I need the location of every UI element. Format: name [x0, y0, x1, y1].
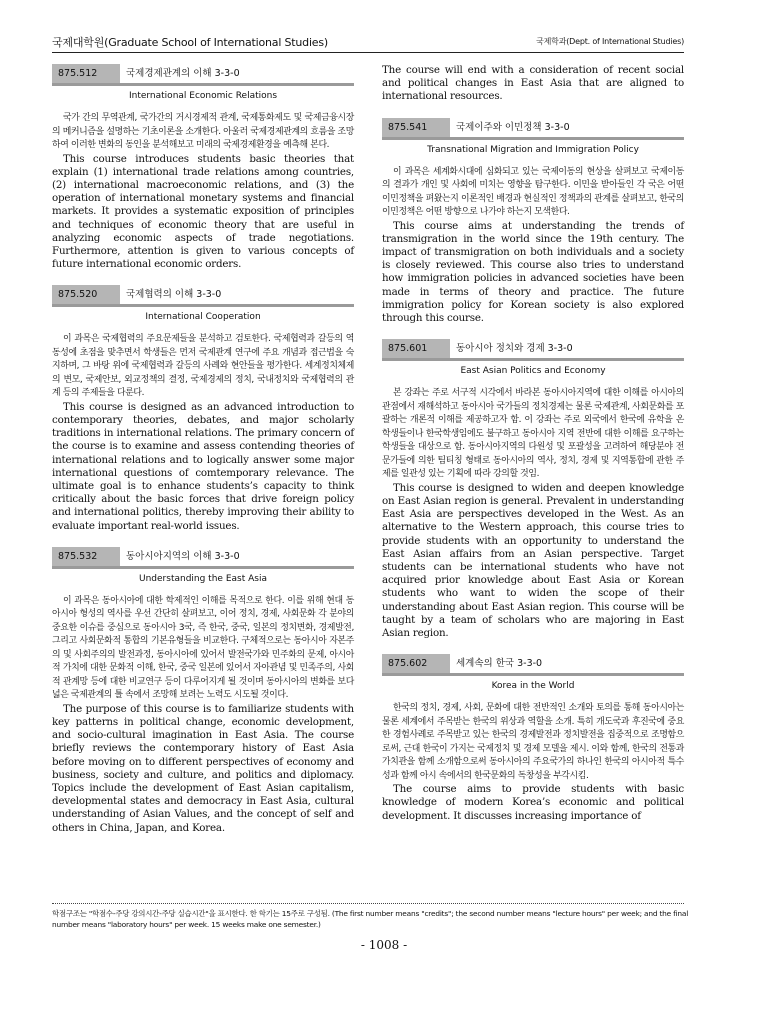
course-875-541	[382, 118, 684, 326]
course-code: 875.512	[52, 64, 120, 83]
right-column	[382, 64, 684, 837]
course-english-description: This course introduces students basic theories that explain (1) international trade relations among countries, (2) international macroeconomic relations, and (3) the operation of international monetary systems and financial markets. It provides a systematic exposition of principles and techniques of economic theory that are useful in analyzing economic aspects of trade negotiations. Furthermore, attention is given to various concepts of future international economic orders.	[52, 152, 354, 271]
course-heading-bar	[382, 118, 684, 137]
footnote-rule	[52, 903, 684, 904]
course-heading-underline	[52, 304, 354, 307]
course-english-title: International Economic Relations	[128, 91, 278, 101]
course-title: 국제경제관계의 이해 3-3-0	[126, 68, 240, 79]
course-english-title: Understanding the East Asia	[139, 573, 267, 584]
header-rule	[52, 52, 684, 53]
header-school-title: 국제대학원(Graduate School of International Studies)	[52, 36, 328, 49]
course-code: 875.541	[382, 118, 450, 137]
course-english-description: This course is designed as an advanced introduction to contemporary theories, debates, and major scholarly traditions in international relations. The primary concern of the course is to examine and assess contending theories of international relations and to logically answer some major international questions of comtemporary relevance. The ultimate goal is to enhance students’s capacity to think critically about the basic forces that drive foreign policy and international politics, thereby improving their ability to evaluate important real-world issues.	[52, 400, 354, 532]
course-875-520	[52, 285, 354, 533]
course-code: 875.601	[382, 339, 450, 358]
course-title: 국제이주와 이민정책 3-3-0	[456, 121, 570, 133]
course-english-title: Korea in the World	[491, 681, 575, 692]
left-column	[52, 64, 354, 849]
page-number: - 1008 -	[360, 938, 408, 952]
course-korean-description: 이 과목은 세계화시대에 심화되고 있는 국제이동의 현상을 살펴보고 국제이동의 결과가 개인 및 사회에 미치는 영향을 탐구한다. 이민을 받아들인 각 국은 어떤 이민정책을 펴왔는지 이론적인 배경과 현실적인 정책과의 관계를 살펴보고, 한국의 이민정책은 어떤 방향으로 나가야 하는지 모색한다.	[382, 166, 684, 218]
course-heading-underline	[52, 83, 354, 86]
course-english-title: International Cooperation	[145, 312, 261, 323]
course-code: 875.602	[382, 654, 450, 673]
course-code: 875.520	[52, 285, 120, 304]
course-heading-underline	[382, 358, 684, 361]
course-heading-bar	[52, 547, 354, 566]
course-korean-description: 한국의 정치, 경제, 사회, 문화에 대한 전반적인 소개와 토의를 통해 동아시아는 물론 세계에서 주목받는 한국의 위상과 역할을 소개. 특히 개도국과 후진국에 중요한 경험사례로 주목받고 있는 한국의 경제발전과 정치발전을 집중적으로 조명함으로써, 근대 한국이 가지는 국제정치 및 경제 모델을 제시. 이와 함께, 한국의 전통과 가치관을 함께 소개함으로써 동아시아의 주요국가의 하나인 한국의 아시아적 특수성과 함께 아시 속에서의 한국문화의 독창성을 부각시킴.	[382, 703, 684, 781]
course-korean-description: 국가 간의 무역관계, 국가간의 거시경제적 관계, 국제통화제도 및 국제금융시장의 메커니즘을 설명하는 기초이론을 소개한다. 아울러 국제경제관계의 흐름을 조망하여 이러한 변화의 동인을 분석해보고 미래의 국제경제환경을 예측해 본다.	[52, 113, 354, 150]
course-english-description: This course is designed to widen and deepen knowledge on East Asian region is general. Prevalent in understanding East Asia are perspectives developed in the West. As an alternative to the Western approach, this course tries to provide students with an opportunity to understand the East Asian affairs from an Asian perspective. Target students can be international students who have not acquired prior knowledge about East Asia or Korean students who want to widen the scope of their understanding about East Asian region. This course will be taught by a team of scholars who are majoring in East Asian region.	[382, 481, 684, 639]
course-code: 875.532	[52, 547, 120, 566]
course-875-601	[382, 339, 684, 640]
course-title: 동아시아 정치와 경제 3-3-0	[456, 343, 573, 355]
course-heading-bar	[52, 285, 354, 304]
course-title: 세계속의 한국 3-3-0	[456, 658, 543, 670]
course-title: 동아시아지역의 이해 3-3-0	[126, 550, 240, 562]
page-header	[0, 0, 768, 56]
course-english-title: East Asian Politics and Economy	[460, 366, 606, 377]
course-875-532	[52, 547, 354, 835]
course-heading-underline	[382, 673, 684, 676]
course-english-description: The purpose of this course is to familiarize students with key patterns in political change, economic development, and socio-cultural imagination in East Asia. The course briefly reviews the contemporary history of East Asia before moving on to different perspectives of economy and business, society and culture, and politics and diplomacy. Topics include the development of East Asian capitalism, developmental states and democracy in East Asia, cultural understanding of Asian Values, and the concept of self and others in China, Japan, and Korea.	[52, 702, 354, 834]
course-korean-description: 이 과목은 국제협력의 주요문제들을 분석하고 검토한다. 국제협력과 갈등의 역동성에 초점을 맞추면서 학생들은 먼저 국제관계 연구에 주요 개념과 접근법을 숙지하며, 그 바탕 위에 국제협력과 갈등의 사례와 현안들을 평가한다. 세계정치체제의 변모, 국제안보, 외교정책의 결정, 국제경제의 정치, 국내정치와 국제협력의 관계 등의 주제들을 다룬다.	[52, 334, 354, 399]
course-english-description: This course aims at understanding the trends of transmigration in the world since the 19th century. The impact of transmigration on both individuals and a society is closely reviewed. This course also tries to understand how immigration policies in advanced societies have been made in terms of theory and practice. The future immigration policy for Korean society is also explored through this course.	[382, 219, 684, 325]
course-title: 국제협력의 이해 3-3-0	[126, 289, 222, 301]
course-korean-description: 본 강좌는 주로 서구적 시각에서 바라본 동아시아지역에 대한 이해를 아시아의 관점에서 재해석하고 동아시아 국가들의 정치경제는 물론 국제관계, 사회문화를 포괄하는 개론적 이해를 제공하고자 함. 이 강좌는 주로 외국에서 한국에 유학을 온 학생들이나 한국학생임에도 불구하고 동아시아 지역 전반에 대한 이해를 요구하는 학생들을 대상으로 함. 동아시아지역의 다원성 및 포괄성을 고려하여 해당분야 전문가들에 의한 팀티칭 형태로 동아시아의 역사, 정치, 경제 및 지역통합에 관한 주제를 일관성 있는 기획에 따라 강의할 것임.	[382, 388, 684, 480]
course-english-description: The course aims to provide students with basic knowledge of modern Korea’s economic and political development. It discusses increasing importance of	[382, 783, 684, 822]
credit-structure-footnote: 학점구조는 "학점수-주당 강의시간-주당 실습시간"을 표시한다. 한 학기는 15주로 구성됨. (The first number means "credits"; the second number means "lecture hours" per week; and the final number means "laboratory hours" per week. 15 weeks make one semester.)	[52, 909, 689, 929]
course-875-512	[52, 64, 354, 271]
course-english-title: Transnational Migration and Immigration Policy	[427, 144, 639, 155]
course-heading-bar	[382, 339, 684, 358]
course-heading-underline	[382, 137, 684, 140]
course-heading-bar	[382, 654, 684, 673]
course-heading-bar	[52, 64, 354, 83]
continued-paragraph: The course will end with a consideration of recent social and political changes in East Asia that are aligned to international resources.	[382, 64, 684, 103]
header-department-title: 국제학과(Dept. of International Studies)	[536, 37, 684, 46]
course-heading-underline	[52, 566, 354, 569]
course-875-602	[382, 654, 684, 823]
course-korean-description: 이 과목은 동아시아에 대한 학제적인 이해를 목적으로 한다. 이를 위해 현대 동아시아 형성의 역사를 우선 간단히 살펴보고, 이어 정치, 경제, 사회문화 각 분야의 중요한 이슈를 중심으로 동아시아 3국, 즉 한국, 중국, 일본의 정치변화, 경제발전, 그리고 사회문화적 통합의 기본유형들을 비교한다. 구체적으로는 동아시아 자본주의 및 사회주의의 발전과정, 동아시아에 있어서 발전국가와 민주화의 문제, 아시아적 가치에 대한 문화적 이해, 한국, 중국 일본에 있어서 자아관념 및 민족주의, 사회적 관계망 등에 대한 비교연구 등이 다루어지게 될 것이며 동아시아의 변화를 보다 넓은 국제관계의 틀 속에서 조망해 보려는 노력도 시도될 것이다.	[52, 595, 354, 701]
